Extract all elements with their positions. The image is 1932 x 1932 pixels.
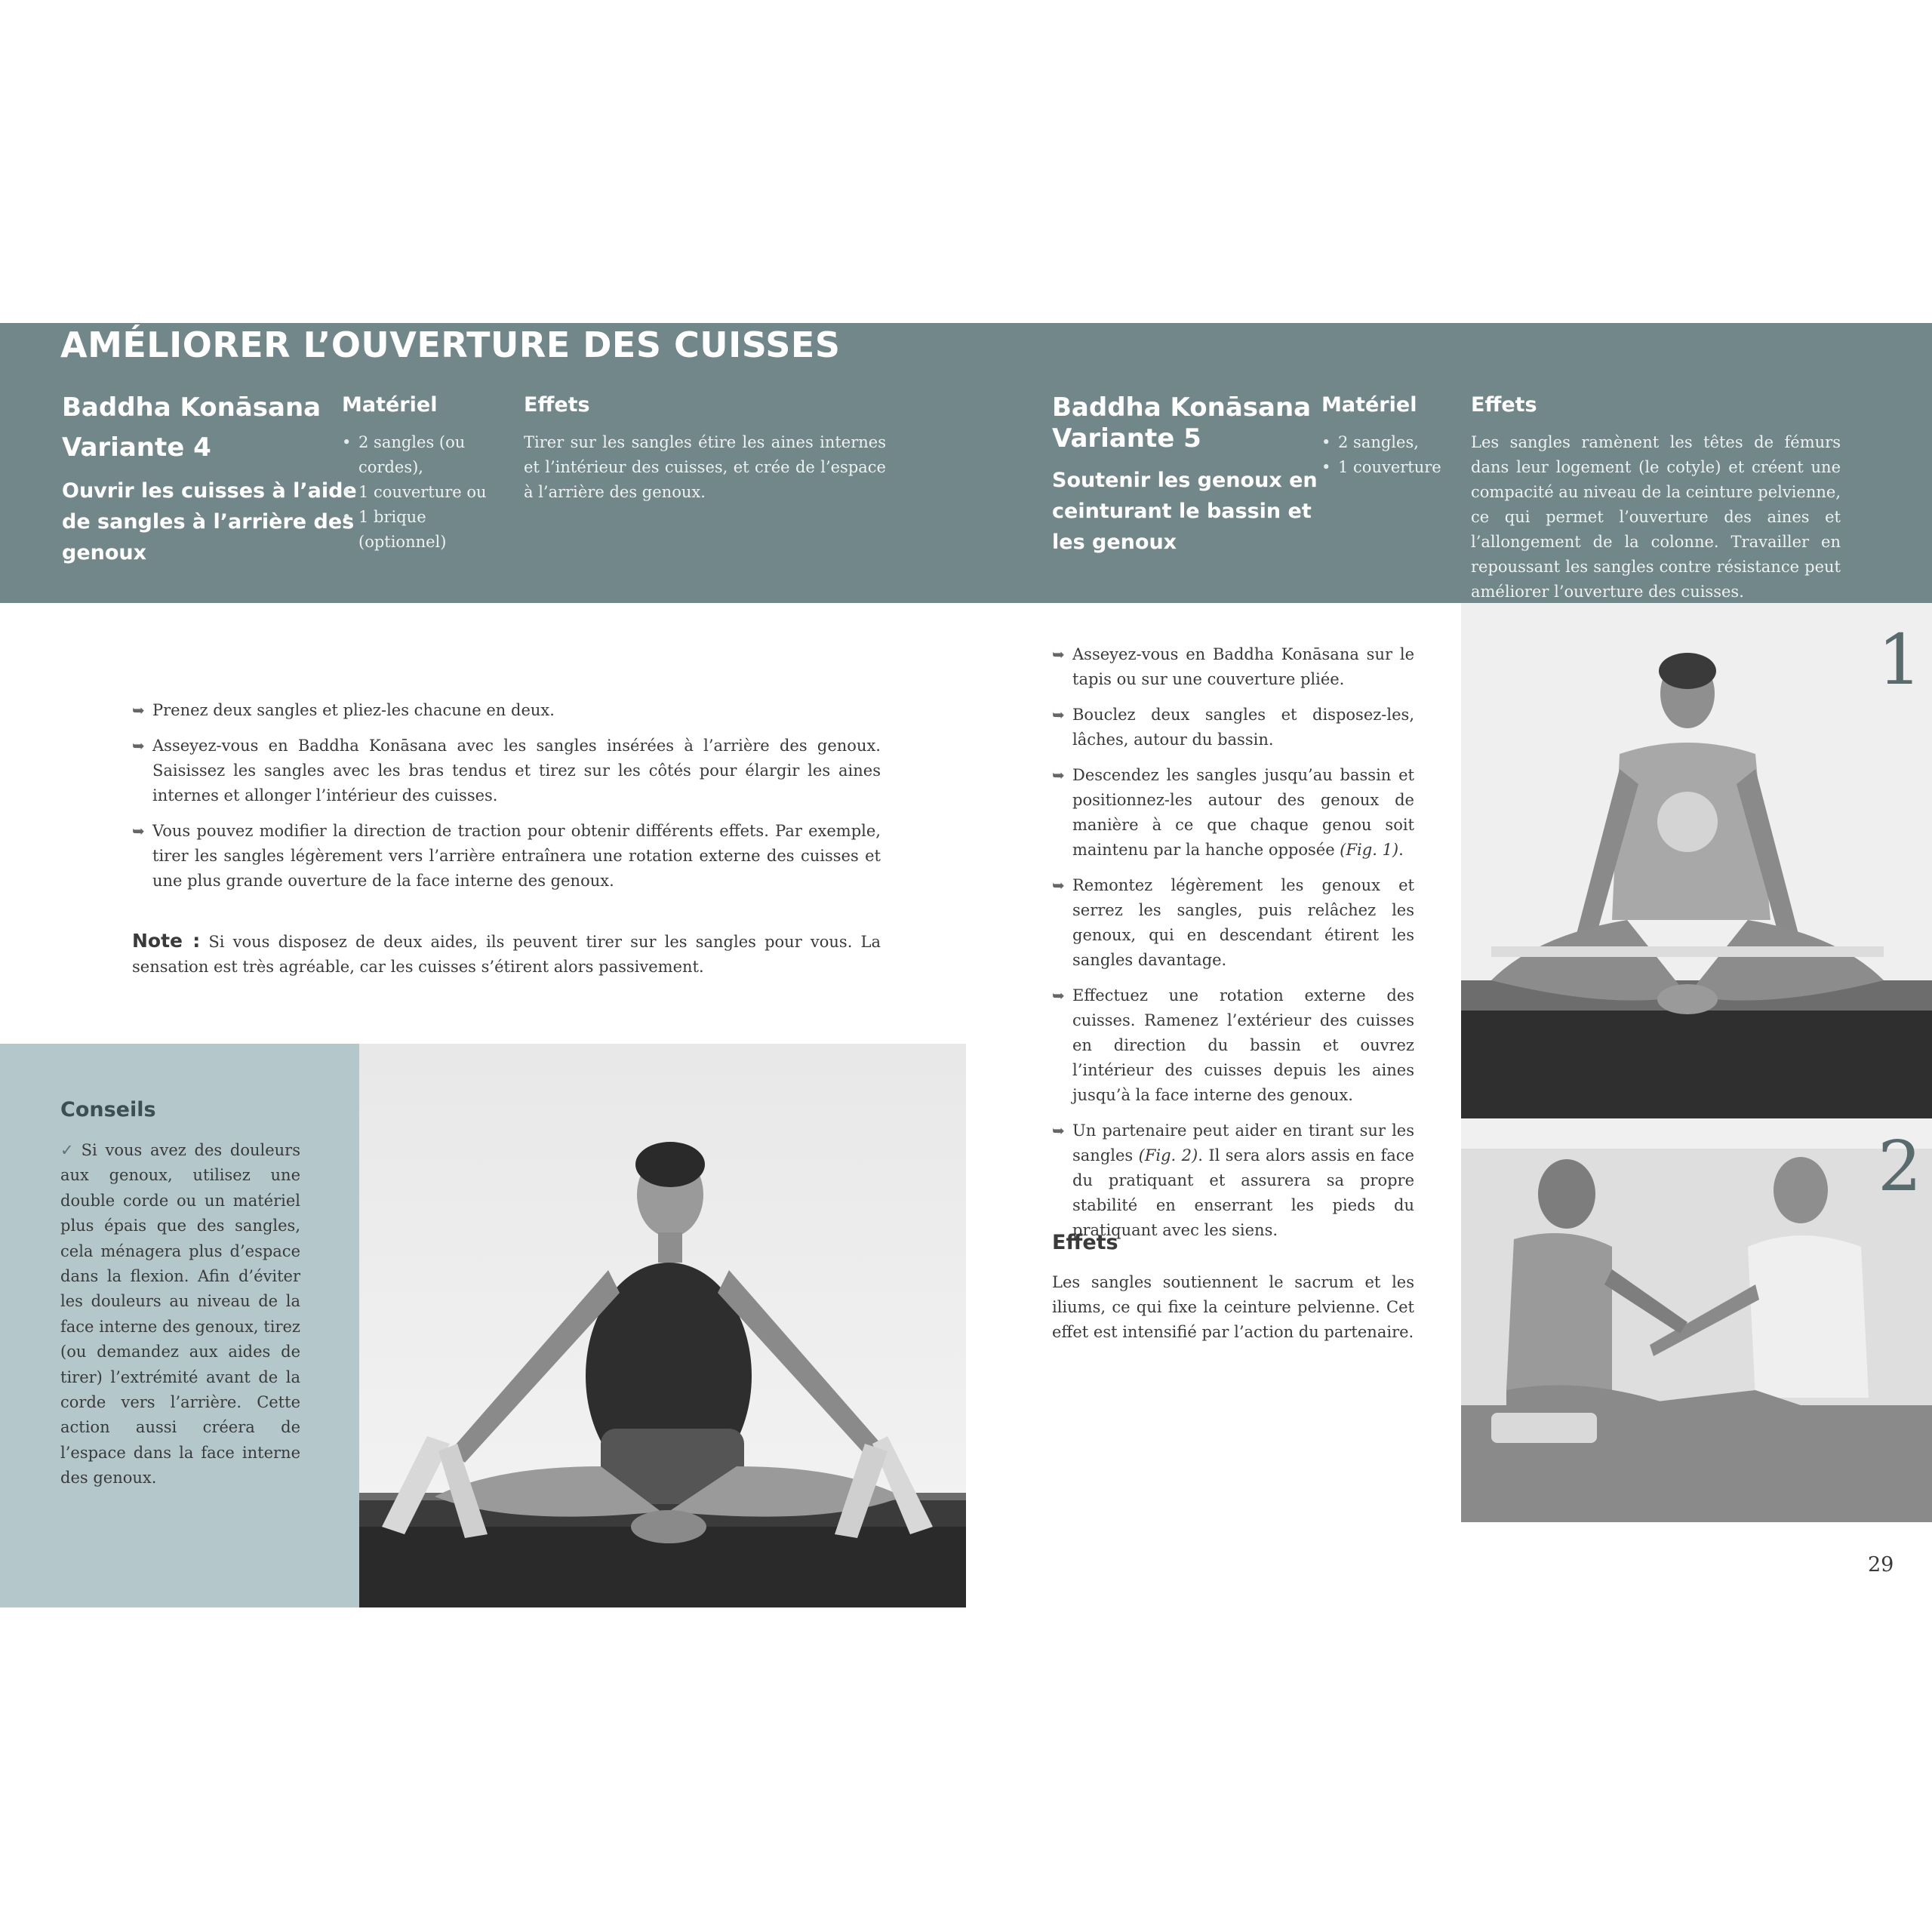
photo-figure-2: [1461, 1118, 1932, 1522]
page-number: 29: [1868, 1553, 1894, 1577]
section-title: AMÉLIORER L’OUVERTURE DES CUISSES: [60, 325, 841, 365]
left-pose-subtitle-line1: Ouvrir les cuisses à l’aide: [62, 479, 357, 503]
materiel-item: • 2 sangles (ou cordes),: [339, 430, 512, 480]
note-text: Si vous disposez de deux aides, ils peuvent tirer sur les sangles pour vous. La sensation est très agréable, car les cuisses s’étirent alors passivement.: [132, 933, 881, 976]
right-effets-text: Les sangles ramènent les têtes de fémurs dans leur logement (le cotyle) et créent une compacité au niveau de la ceinture pelvienne, ce qui permet l’ouverture des aines et l’allongement de la colonne. Travailler en repoussant les sangles contre résistance peut améliorer l’ouverture des cuisses.: [1471, 433, 1841, 601]
list-item: ➥ Prenez deux sangles et pliez-les chacune en deux.: [132, 698, 881, 723]
right-materiel-title: Matériel: [1321, 393, 1417, 417]
right-pose-title-line1: Baddha Konāsana: [1052, 392, 1312, 423]
left-pose-title-line1: Baddha Konāsana: [62, 392, 321, 423]
arrow-right-icon: ➥: [1052, 1121, 1065, 1140]
left-materiel-title: Matériel: [342, 393, 438, 417]
list-item: ➥ Vous pouvez modifier la direction de traction pour obtenir différents effets. Par exemple, tirer les sangles légèrement vers l’arrière entraînera une rotation externe des cuisses et une plus grande ouverture de la face interne des genoux.: [132, 819, 881, 894]
materiel-item: • 1 couverture: [1318, 455, 1454, 480]
note-paragraph: [132, 928, 881, 980]
photo-baddha-konasana-variante-4: [359, 1044, 966, 1607]
photo-figure-1: [1461, 603, 1932, 1118]
arrow-right-icon: ➥: [1052, 766, 1065, 784]
right-pose-subtitle-line3: les genoux: [1052, 531, 1177, 554]
left-materiel-list: [339, 430, 512, 555]
list-item: ➥ Un partenaire peut aider en tirant sur les sangles (Fig. 2). Il sera alors assis en face du pratiquant et assurera sa propre stabilité en enserrant les pieds du pratiquant avec les siens.: [1052, 1118, 1414, 1243]
note-label: Note :: [132, 930, 201, 952]
list-item: ➥ Asseyez-vous en Baddha Konāsana sur le tapis ou sur une couverture pliée.: [1052, 642, 1414, 692]
figure-reference: (Fig. 1): [1340, 841, 1399, 859]
left-effets-title: Effets: [524, 393, 590, 417]
right-effets-body: Les sangles soutiennent le sacrum et les iliums, ce qui fixe la ceinture pelvienne. Cet effet est intensifié par l’action du partenaire.: [1052, 1273, 1414, 1341]
left-pose-subtitle-line3: genoux: [62, 541, 147, 565]
conseils-text: [60, 1138, 300, 1491]
arrow-right-icon: ➥: [1052, 706, 1065, 724]
right-steps-list: [1052, 642, 1414, 1254]
materiel-item: • 2 sangles,: [1318, 430, 1454, 455]
left-effets-text: Tirer sur les sangles étire les aines internes et l’intérieur des cuisses, et crée de l’espace à l’arrière des genoux.: [524, 433, 886, 501]
figure-reference: (Fig. 2): [1138, 1146, 1198, 1164]
list-item: ➥ Asseyez-vous en Baddha Konāsana avec les sangles insérées à l’arrière des genoux. Saisissez les sangles avec les bras tendus et tirez sur les côtés pour élargir les aines internes et allonger l’intérieur des cuisses.: [132, 734, 881, 808]
right-pose-subtitle-line1: Soutenir les genoux en: [1052, 469, 1318, 492]
figure-1-number: 1: [1878, 620, 1922, 700]
arrow-right-icon: ➥: [1052, 986, 1065, 1004]
figure-2-number: 2: [1878, 1126, 1922, 1207]
right-effets-title: Effets: [1471, 393, 1537, 417]
left-steps-list: [132, 698, 881, 904]
list-item: ➥ Remontez légèrement les genoux et serrez les sangles, puis relâchez les genoux, qui en descendant étirent les sangles davantage.: [1052, 873, 1414, 973]
right-effets-subheading: Effets: [1052, 1231, 1118, 1254]
arrow-right-icon: ➥: [1052, 645, 1065, 663]
list-item: ➥ Descendez les sangles jusqu’au bassin et positionnez-les autour des genoux de manière à ce que chaque genou soit maintenu par la hanche opposée (Fig. 1).: [1052, 763, 1414, 863]
arrow-right-icon: ➥: [132, 701, 145, 719]
left-pose-title-line2: Variante 4: [62, 432, 211, 463]
list-item: ➥ Bouclez deux sangles et disposez-les, lâches, autour du bassin.: [1052, 703, 1414, 752]
arrow-right-icon: ➥: [132, 737, 145, 755]
left-pose-subtitle-line2: de sangles à l’arrière des: [62, 510, 355, 534]
right-pose-title-line2: Variante 5: [1052, 423, 1201, 454]
arrow-right-icon: ➥: [1052, 876, 1065, 894]
list-item: ➥ Effectuez une rotation externe des cuisses. Ramenez l’extérieur des cuisses en direction du bassin et ouvrez l’intérieur des cuisses depuis les aines jusqu’à la face interne des genoux.: [1052, 983, 1414, 1108]
materiel-item: • 1 couverture ou: [339, 480, 512, 505]
check-icon: ✓: [60, 1141, 77, 1159]
materiel-item: • 1 brique (optionnel): [339, 505, 512, 555]
arrow-right-icon: ➥: [132, 822, 145, 840]
conseils-title: Conseils: [60, 1098, 156, 1121]
right-materiel-list: [1318, 430, 1454, 480]
right-pose-subtitle-line2: ceinturant le bassin et: [1052, 500, 1312, 523]
conseils-body: Si vous avez des douleurs aux genoux, utilisez une double corde ou un matériel plus épais que des sangles, cela ménagera plus d’espace dans la flexion. Afin d’éviter les douleurs au niveau de la face interne des genoux, tirez (ou demandez aux aides de tirer) l’extrémité avant de la corde vers l’arrière. Cette action aussi créera de l’espace dans la face interne des genoux.: [60, 1141, 300, 1487]
